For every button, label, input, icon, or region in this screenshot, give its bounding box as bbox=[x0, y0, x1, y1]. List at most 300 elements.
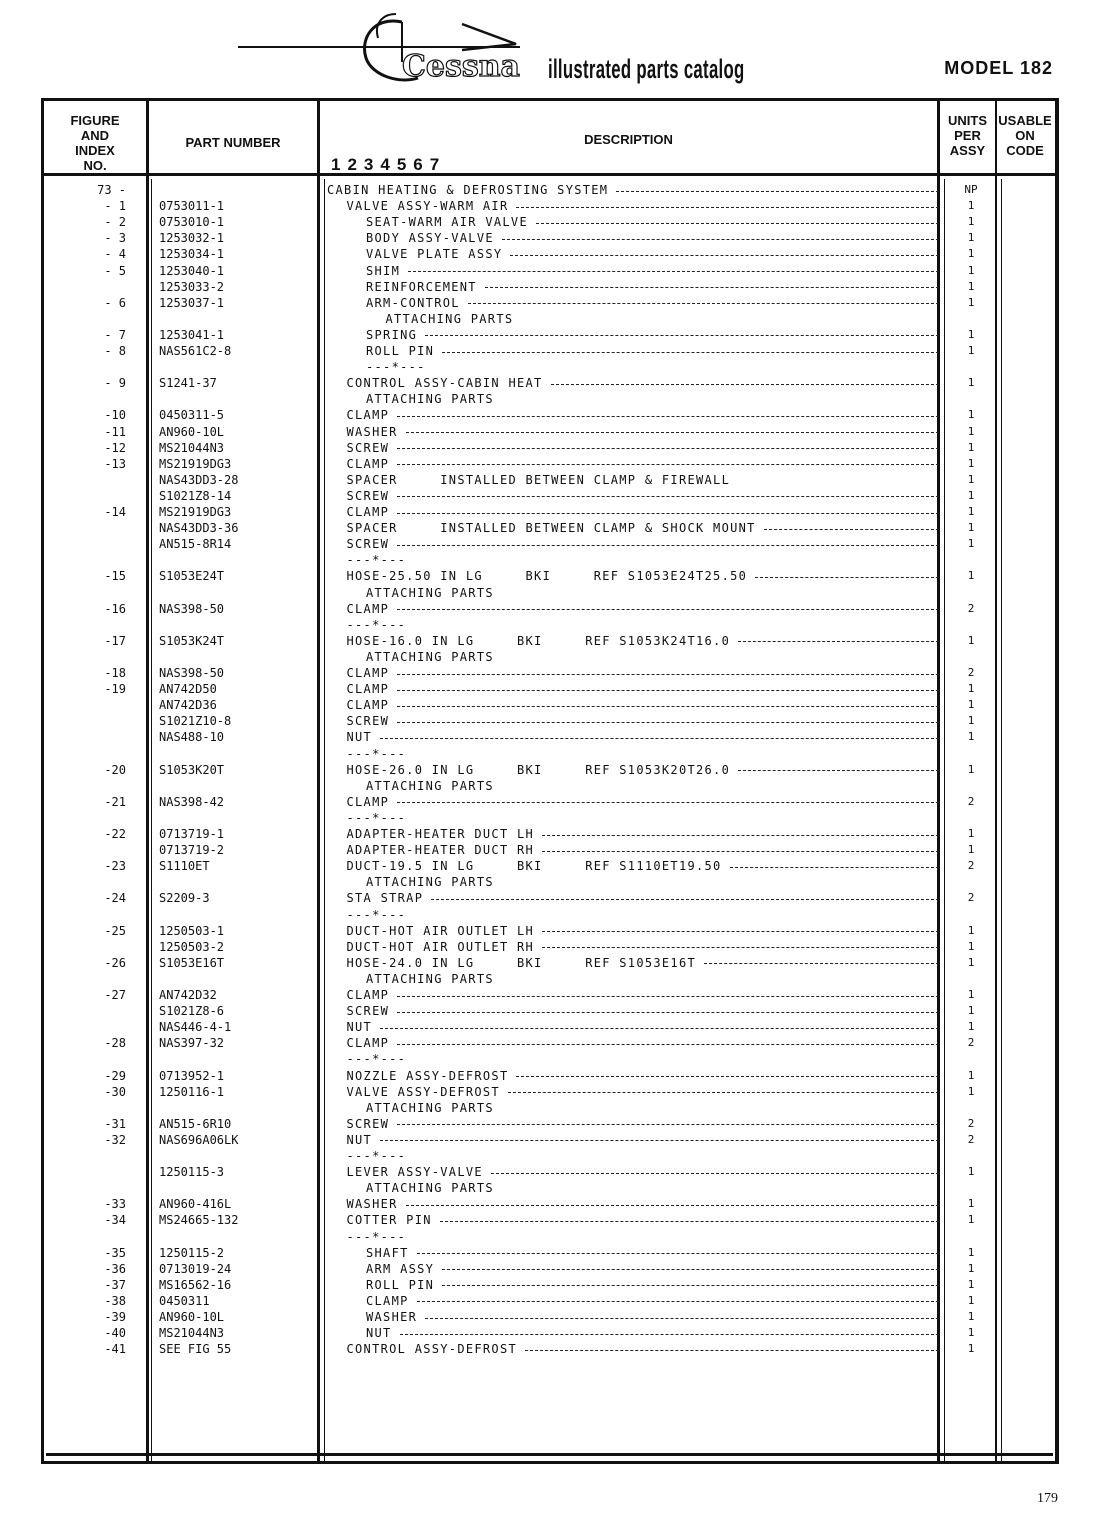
table-row bbox=[44, 1068, 1055, 1084]
description bbox=[327, 1035, 939, 1051]
index-number: -37 bbox=[104, 1277, 126, 1292]
description bbox=[327, 230, 939, 246]
description bbox=[327, 939, 939, 955]
table-row bbox=[44, 504, 1055, 520]
table-row bbox=[44, 713, 1055, 729]
units-per-assy: 1 bbox=[967, 1197, 975, 1211]
leader-dashes bbox=[516, 1076, 939, 1077]
description-text: ---*--- bbox=[346, 746, 407, 761]
table-row bbox=[44, 375, 1055, 391]
description-text: SPRING bbox=[366, 327, 418, 342]
description bbox=[327, 1180, 939, 1196]
table-row bbox=[44, 552, 1055, 568]
figure-index-header: FIGURE AND INDEX NO. bbox=[70, 113, 120, 173]
table-row bbox=[44, 842, 1055, 858]
units-per-assy: 1 bbox=[967, 456, 975, 470]
units-per-assy: 2 bbox=[967, 1116, 975, 1130]
description bbox=[327, 1084, 939, 1100]
table-row bbox=[44, 1180, 1055, 1196]
part-number: 0713952-1 bbox=[159, 1068, 225, 1083]
description-text: DUCT-19.5 IN LG BKI REF S1110ET19.50 bbox=[346, 859, 722, 874]
description-text: NOZZLE ASSY-DEFROST bbox=[346, 1068, 509, 1083]
units-per-assy: 1 bbox=[967, 1004, 975, 1018]
index-number: -39 bbox=[104, 1310, 126, 1324]
leader-dashes bbox=[738, 641, 939, 642]
part-number: MS21919DG3 bbox=[159, 456, 232, 471]
leader-dashes bbox=[397, 802, 939, 803]
part-number: 1253032-1 bbox=[159, 231, 225, 246]
leader-dashes bbox=[551, 384, 939, 385]
units-per-assy: 1 bbox=[967, 231, 975, 245]
description-text: ---*--- bbox=[346, 810, 407, 825]
description bbox=[327, 472, 939, 488]
table-row bbox=[44, 697, 1055, 713]
description bbox=[327, 1212, 939, 1228]
index-number: - 2 bbox=[104, 215, 126, 230]
units-per-assy: 1 bbox=[967, 827, 975, 840]
description-text: CABIN HEATING & DEFROSTING SYSTEM bbox=[327, 183, 609, 197]
description bbox=[327, 1003, 939, 1019]
description bbox=[327, 874, 939, 890]
part-number: S2209-3 bbox=[159, 891, 210, 906]
index-number: -26 bbox=[104, 955, 126, 970]
description bbox=[327, 311, 939, 327]
description bbox=[327, 424, 939, 440]
leader-dashes bbox=[542, 931, 939, 932]
part-number: MS21044N3 bbox=[159, 440, 225, 455]
leader-dashes bbox=[380, 1028, 939, 1029]
index-number: -28 bbox=[104, 1036, 126, 1051]
index-number: -17 bbox=[104, 633, 126, 648]
part-number: AN960-10L bbox=[159, 424, 225, 439]
index-number: - 6 bbox=[104, 295, 126, 310]
part-number: 1253033-2 bbox=[159, 279, 225, 294]
table-row bbox=[44, 407, 1055, 423]
description bbox=[327, 182, 939, 198]
description-text: CLAMP bbox=[366, 1293, 409, 1308]
part-number: NAS561C2-8 bbox=[159, 344, 232, 358]
leader-dashes bbox=[397, 674, 939, 675]
index-number: -32 bbox=[104, 1132, 126, 1147]
index-number: -34 bbox=[104, 1213, 126, 1228]
table-row bbox=[44, 1293, 1055, 1309]
units-per-assy: 1 bbox=[967, 988, 975, 1001]
description-text: SCREW bbox=[346, 714, 390, 729]
part-number: AN960-416L bbox=[159, 1197, 232, 1212]
table-row bbox=[44, 246, 1055, 262]
index-number: -23 bbox=[104, 859, 126, 874]
table-row bbox=[44, 1341, 1055, 1357]
table-row bbox=[44, 810, 1055, 826]
description-text: HOSE-16.0 IN LG BKI REF S1053K24T16.0 bbox=[346, 633, 731, 648]
leader-dashes bbox=[408, 271, 939, 272]
index-number: - 4 bbox=[104, 247, 126, 262]
part-number: MS21919DG3 bbox=[159, 505, 232, 519]
description bbox=[327, 407, 939, 423]
description bbox=[327, 907, 939, 923]
index-number: -13 bbox=[104, 456, 126, 471]
part-number: 0713019-24 bbox=[159, 1261, 232, 1276]
description-text: CLAMP bbox=[346, 505, 390, 519]
leader-dashes bbox=[516, 207, 939, 208]
index-number: -22 bbox=[104, 827, 126, 841]
leader-dashes bbox=[536, 223, 939, 224]
description-text: ---*--- bbox=[366, 360, 426, 375]
units-per-assy: 1 bbox=[967, 199, 975, 213]
units-per-assy: 1 bbox=[967, 263, 975, 277]
leader-dashes bbox=[442, 1285, 939, 1286]
units-per-assy: 1 bbox=[967, 424, 975, 438]
table-row bbox=[44, 617, 1055, 633]
units-per-assy: 1 bbox=[967, 408, 975, 422]
leader-dashes bbox=[442, 1269, 939, 1270]
description-text: SCREW bbox=[346, 488, 390, 503]
description-text: LEVER ASSY-VALVE bbox=[346, 1165, 483, 1180]
description-text: CLAMP bbox=[346, 456, 390, 471]
cessna-logo bbox=[354, 6, 544, 88]
description-text: NUT bbox=[346, 730, 373, 745]
description-text: SCREW bbox=[346, 440, 390, 455]
description-text: SCREW bbox=[346, 1116, 390, 1131]
table-row bbox=[44, 182, 1055, 198]
page-number: 179 bbox=[1037, 1491, 1058, 1506]
description bbox=[327, 552, 939, 568]
description-text: ---*--- bbox=[346, 553, 407, 568]
header-divider bbox=[44, 173, 1055, 176]
units-per-assy: 2 bbox=[967, 1132, 975, 1146]
description bbox=[327, 681, 939, 697]
table-row bbox=[44, 1035, 1055, 1051]
table-row bbox=[44, 568, 1055, 584]
description bbox=[327, 1132, 939, 1148]
units-per-assy: 1 bbox=[967, 1261, 975, 1275]
part-number: NAS43DD3-36 bbox=[159, 521, 239, 536]
description bbox=[327, 1019, 939, 1035]
leader-dashes bbox=[440, 1221, 939, 1222]
description bbox=[327, 1196, 939, 1212]
usable-on-code-header: USABLE ON CODE bbox=[998, 113, 1052, 158]
description-text: ---*--- bbox=[346, 1229, 407, 1244]
leader-dashes bbox=[508, 1092, 939, 1093]
description bbox=[327, 1277, 939, 1293]
part-number: S1053E16T bbox=[159, 955, 225, 970]
leader-dashes bbox=[485, 287, 939, 288]
description-text: CLAMP bbox=[346, 601, 390, 616]
table-row bbox=[44, 391, 1055, 407]
description bbox=[327, 198, 939, 214]
description bbox=[327, 327, 939, 343]
units-per-assy: 1 bbox=[967, 698, 975, 712]
table-row bbox=[44, 794, 1055, 810]
description-text: WASHER bbox=[346, 424, 398, 439]
leader-dashes bbox=[397, 545, 939, 546]
table-row bbox=[44, 1164, 1055, 1180]
units-per-assy: 1 bbox=[967, 1326, 975, 1340]
description bbox=[327, 778, 939, 794]
cessna-wordmark: Cessna bbox=[402, 49, 520, 84]
description bbox=[327, 858, 939, 874]
description-text: CLAMP bbox=[346, 666, 390, 680]
description bbox=[327, 1245, 939, 1261]
description bbox=[327, 1051, 939, 1067]
units-per-assy: 1 bbox=[967, 730, 975, 744]
leader-dashes bbox=[616, 191, 939, 192]
part-number: 0753011-1 bbox=[159, 199, 225, 214]
units-per-assy: 1 bbox=[967, 472, 975, 486]
units-per-assy: 2 bbox=[967, 666, 975, 679]
part-number: AN742D36 bbox=[159, 698, 217, 713]
part-number: S1053K24T bbox=[159, 633, 225, 648]
index-number: -29 bbox=[104, 1068, 126, 1083]
description-text: SHIM bbox=[366, 263, 401, 278]
part-number: NAS397-32 bbox=[159, 1036, 225, 1051]
description bbox=[327, 810, 939, 826]
table-row bbox=[44, 1116, 1055, 1132]
catalog-title: illustrated parts catalog bbox=[548, 54, 745, 84]
table-row bbox=[44, 1051, 1055, 1067]
units-per-assy: 1 bbox=[967, 843, 975, 857]
units-per-assy: 2 bbox=[967, 891, 975, 905]
units-per-assy: 1 bbox=[967, 1084, 975, 1098]
description bbox=[327, 955, 939, 971]
part-number: NAS398-42 bbox=[159, 794, 225, 809]
units-per-assy: 1 bbox=[967, 682, 975, 696]
leader-dashes bbox=[380, 1140, 939, 1141]
description bbox=[327, 359, 939, 375]
description-text: ATTACHING PARTS bbox=[385, 311, 514, 326]
description-text: SPACER INSTALLED BETWEEN CLAMP & SHOCK MOUNT bbox=[346, 521, 756, 536]
part-number: AN515-8R14 bbox=[159, 537, 232, 552]
description-text: ROLL PIN bbox=[366, 344, 435, 358]
index-number: -40 bbox=[104, 1326, 126, 1341]
units-per-assy: 1 bbox=[967, 247, 975, 261]
description-text: ATTACHING PARTS bbox=[366, 875, 494, 890]
description-text: CLAMP bbox=[346, 682, 390, 697]
model-label: MODEL 182 bbox=[944, 58, 1053, 78]
units-per-assy: 1 bbox=[967, 1293, 975, 1307]
table-row bbox=[44, 665, 1055, 681]
table-row bbox=[44, 1148, 1055, 1164]
table-row bbox=[44, 214, 1055, 230]
description-text: ATTACHING PARTS bbox=[366, 392, 494, 407]
table-row bbox=[44, 746, 1055, 762]
table-row bbox=[44, 456, 1055, 472]
part-number: S1053K20T bbox=[159, 762, 225, 777]
table-row bbox=[44, 327, 1055, 343]
description bbox=[327, 1116, 939, 1132]
index-number: 73 - bbox=[97, 183, 126, 197]
part-number: 1250116-1 bbox=[159, 1084, 225, 1099]
index-number: -21 bbox=[104, 794, 126, 809]
leader-dashes bbox=[525, 1350, 939, 1351]
index-number: -10 bbox=[104, 408, 126, 423]
units-per-assy: 1 bbox=[967, 1020, 975, 1034]
parts-table bbox=[41, 98, 1059, 1464]
leader-dashes bbox=[491, 1173, 939, 1174]
table-row bbox=[44, 536, 1055, 552]
description-text: ---*--- bbox=[346, 1149, 407, 1163]
units-per-assy: 2 bbox=[967, 859, 975, 873]
description bbox=[327, 1293, 939, 1309]
units-per-assy: 1 bbox=[967, 1342, 975, 1356]
index-number: -16 bbox=[104, 601, 126, 616]
description-text: ROLL PIN bbox=[366, 1277, 435, 1292]
description-text: HOSE-25.50 IN LG BKI REF S1053E24T25.50 bbox=[346, 569, 748, 584]
units-per-assy: 1 bbox=[967, 488, 975, 502]
description-text: CLAMP bbox=[346, 988, 390, 1002]
table-row bbox=[44, 198, 1055, 214]
units-per-assy: 1 bbox=[967, 1213, 975, 1227]
leader-dashes bbox=[397, 996, 939, 997]
table-row bbox=[44, 890, 1055, 906]
description-text: SEAT-WARM AIR VALVE bbox=[366, 215, 528, 230]
table-row bbox=[44, 601, 1055, 617]
leader-dashes bbox=[468, 303, 939, 304]
units-per-assy: 1 bbox=[967, 762, 975, 776]
index-number: -25 bbox=[104, 923, 126, 938]
leader-dashes bbox=[397, 722, 939, 723]
leader-dashes bbox=[397, 1044, 939, 1045]
part-number: NAS43DD3-28 bbox=[159, 472, 239, 487]
description-text: NUT bbox=[366, 1326, 392, 1341]
index-number: -36 bbox=[104, 1261, 126, 1276]
description-text: SPACER INSTALLED BETWEEN CLAMP & FIREWALL bbox=[346, 472, 731, 487]
description bbox=[327, 617, 939, 633]
description-text: ATTACHING PARTS bbox=[366, 585, 494, 600]
table-row bbox=[44, 1132, 1055, 1148]
part-number: AN742D32 bbox=[159, 988, 217, 1002]
leader-dashes bbox=[764, 529, 939, 530]
description bbox=[327, 1164, 939, 1180]
description-text: CLAMP bbox=[346, 1036, 390, 1051]
description bbox=[327, 601, 939, 617]
part-number: NAS488-10 bbox=[159, 730, 225, 745]
description-text: COTTER PIN bbox=[346, 1213, 432, 1228]
index-number: - 8 bbox=[104, 344, 126, 358]
description bbox=[327, 1309, 939, 1325]
index-number: -14 bbox=[104, 505, 126, 519]
units-per-assy: 1 bbox=[967, 955, 975, 969]
description bbox=[327, 295, 939, 311]
part-number: 1253037-1 bbox=[159, 295, 225, 310]
description bbox=[327, 713, 939, 729]
table-row bbox=[44, 1196, 1055, 1212]
table-row bbox=[44, 1003, 1055, 1019]
description bbox=[327, 1100, 939, 1116]
leader-dashes bbox=[400, 1334, 939, 1335]
description-text: ADAPTER-HEATER DUCT LH bbox=[346, 827, 535, 841]
units-per-assy: 1 bbox=[967, 1310, 975, 1323]
units-per-assy: 1 bbox=[967, 569, 975, 583]
part-number: 0450311-5 bbox=[159, 408, 225, 423]
part-number: S1110ET bbox=[159, 859, 210, 874]
description bbox=[327, 665, 939, 681]
table-row bbox=[44, 633, 1055, 649]
index-number: - 3 bbox=[104, 231, 126, 246]
leader-dashes bbox=[397, 496, 939, 497]
leader-dashes bbox=[397, 448, 939, 449]
table-row bbox=[44, 279, 1055, 295]
table-row bbox=[44, 1245, 1055, 1261]
description-text: BODY ASSY-VALVE bbox=[366, 231, 494, 246]
description-header: DESCRIPTION bbox=[584, 132, 673, 147]
description bbox=[327, 826, 939, 842]
description-text: CLAMP bbox=[346, 698, 390, 713]
units-per-assy: 1 bbox=[967, 215, 975, 229]
leader-dashes bbox=[406, 432, 939, 433]
description-text: VALVE ASSY-DEFROST bbox=[346, 1084, 500, 1099]
part-number: 1250503-2 bbox=[159, 939, 225, 954]
description bbox=[327, 214, 939, 230]
index-number: -27 bbox=[104, 988, 126, 1002]
table-row bbox=[44, 778, 1055, 794]
leader-dashes bbox=[542, 835, 939, 836]
description-text: DUCT-HOT AIR OUTLET LH bbox=[346, 923, 535, 938]
part-number: NAS398-50 bbox=[159, 601, 225, 616]
description-text: CONTROL ASSY-DEFROST bbox=[346, 1342, 517, 1357]
leader-dashes bbox=[431, 899, 939, 900]
description-text: SHAFT bbox=[366, 1245, 409, 1260]
table-row bbox=[44, 424, 1055, 440]
part-number: 1253041-1 bbox=[159, 327, 225, 342]
part-number: 1253034-1 bbox=[159, 247, 225, 262]
description bbox=[327, 1261, 939, 1277]
units-per-assy: 1 bbox=[967, 521, 975, 535]
description bbox=[327, 536, 939, 552]
units-per-assy: 1 bbox=[967, 295, 975, 309]
table-row bbox=[44, 230, 1055, 246]
table-row bbox=[44, 311, 1055, 327]
table-row bbox=[44, 729, 1055, 745]
leader-dashes bbox=[542, 851, 939, 852]
table-row bbox=[44, 762, 1055, 778]
leader-dashes bbox=[397, 513, 939, 514]
description bbox=[327, 246, 939, 262]
part-number: 0450311 bbox=[159, 1293, 210, 1308]
description bbox=[327, 746, 939, 762]
index-number: -30 bbox=[104, 1084, 126, 1099]
leader-dashes bbox=[425, 335, 939, 336]
table-row bbox=[44, 488, 1055, 504]
leader-dashes bbox=[397, 690, 939, 691]
description bbox=[327, 504, 939, 520]
table-row bbox=[44, 263, 1055, 279]
leader-dashes bbox=[417, 1253, 939, 1254]
table-row bbox=[44, 907, 1055, 923]
description bbox=[327, 697, 939, 713]
index-number: - 5 bbox=[104, 263, 126, 278]
index-number: -18 bbox=[104, 666, 126, 680]
description-text: ATTACHING PARTS bbox=[366, 1181, 494, 1196]
leader-dashes bbox=[425, 1318, 939, 1319]
units-per-assy: 1 bbox=[967, 327, 975, 341]
part-number-header: PART NUMBER bbox=[185, 135, 281, 150]
units-per-assy: 1 bbox=[967, 1277, 975, 1291]
index-number: -24 bbox=[104, 891, 126, 906]
description bbox=[327, 456, 939, 472]
table-row bbox=[44, 1229, 1055, 1245]
table-row bbox=[44, 295, 1055, 311]
description-text: VALVE ASSY-WARM AIR bbox=[346, 199, 509, 214]
description bbox=[327, 568, 939, 584]
table-row bbox=[44, 343, 1055, 359]
part-number: AN742D50 bbox=[159, 682, 217, 697]
part-number: 0753010-1 bbox=[159, 215, 225, 230]
description-text: NUT bbox=[346, 1020, 373, 1035]
leader-dashes bbox=[755, 577, 939, 578]
description-text: CLAMP bbox=[346, 408, 390, 423]
units-per-assy: 1 bbox=[967, 1245, 975, 1259]
